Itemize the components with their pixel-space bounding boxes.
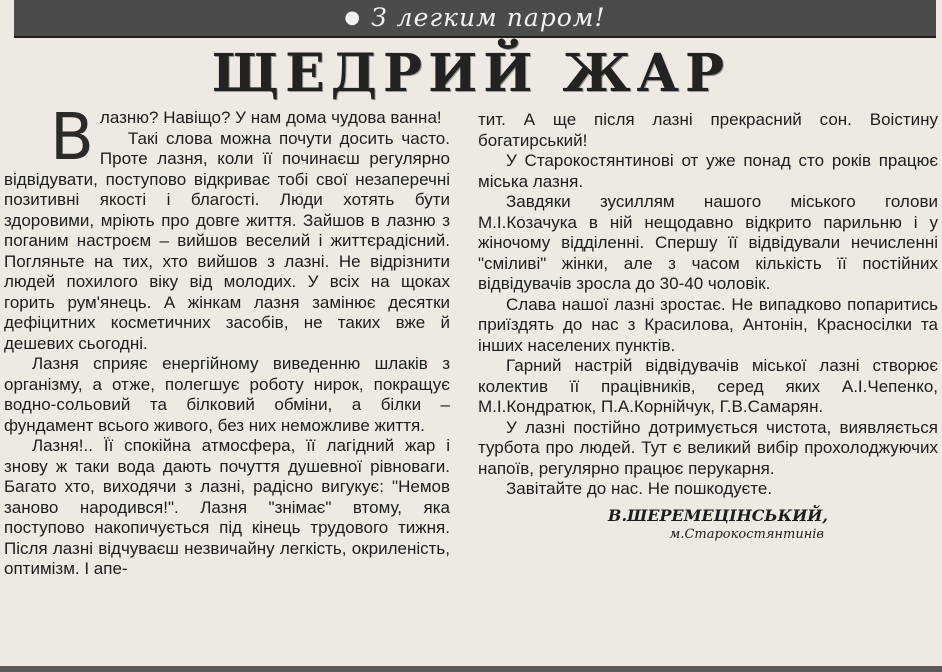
drop-cap: В (50, 101, 94, 175)
bottom-rule (0, 666, 942, 672)
article-paragraph: Слава нашої лазні зростає. Не випадково попаритись приїздять до нас з Красилова, Антонін, Красносілки та інших населених пунктів. (478, 294, 938, 355)
author-name: В.ШЕРЕМЕЦІНСЬКИЙ, (607, 505, 828, 525)
article-paragraph: У Старокостянтинові от уже понад сто років працює міська лазня. (478, 151, 938, 191)
article-paragraph: Лазня!.. Її спокійна атмосфера, її лагідний жар і знову ж таки вода дають почуття душевної рівноваги. Багато хто, виходячи з лазні, радісно вигукує: "Немов заново народився!". Лазня "знімає" втому, яка поступово накопичується під кінець трудового тижня. Після лазні відчуваєш незвичайну легкість, окриленість, оптимізм. І апе- (4, 436, 450, 578)
article-paragraph: Завітайте до нас. Не пошкодуєте. (506, 479, 773, 498)
article-paragraph (4, 101, 450, 175)
article-paragraph: тит. А ще після лазні прекрасний сон. Воістину богатирський! (478, 110, 938, 150)
article-column-left (4, 101, 450, 580)
rubric-bar (14, 0, 936, 38)
author-place: м.Старокостянтинів (669, 526, 824, 542)
article-paragraph: Завдяки зусиллям нашого міського голови М.І.Козачука в ній нещодавно відкрито парильню і у жіночому відділенні. Спершу її відвідували нечисленні "сміливі" жінки, але з часом кількість її постійних відвідувачів зросла до 30-40 чоловік. (478, 192, 938, 293)
article-paragraph-text: лазню? Навіщо? У нам дома чудова ванна! (99, 108, 442, 127)
article-signature (478, 506, 938, 543)
article-paragraph: Такі слова можна почути досить часто. Проте лазня, коли її починаєш регулярно відвідувати, поступово відкриває тобі свої незаперечні позитивні якості і благості. Люди хотять бути здоровими, мріють про довге життя. Зайшов в лазню з поганим настроєм – вийшов веселий і життєрадісний. Погляньте на тих, хто вийшов з лазні. Не відрізнити людей похилого віку від молодих. У всіх на щоках горить рум'янець. А жінкам лазня замінює десятки дефіцитних косметичних засобів, не таких вже й дешевих сьогодні. (4, 128, 450, 353)
article-column-right (478, 110, 938, 543)
article-paragraph: Лазня сприяє енергійному виведенню шлаків з організму, а отже, полегшує роботу нирок, покращує водно-сольовий та білковий обміни, а білки – фундамент всього живого, без них неможливе життя. (4, 354, 450, 435)
article-paragraph: Гарний настрій відвідувачів міської лазні створює колектив її працівників, серед яких А.І.Чепенко, М.І.Кондратюк, П.А.Корнійчук, Г.В.Самарян. (478, 356, 938, 416)
rubric-title (14, 3, 936, 32)
bullet-icon: ● (344, 7, 362, 28)
rubric-label: З легким паром! (371, 3, 606, 32)
article-paragraph: У лазні постійно дотримується чистота, виявляється турбота про людей. Тут є великий вибір прохолоджуючих напоїв, регулярно працює перукарня. (478, 417, 938, 478)
article-headline: ЩЕДРИЙ ЖАР (211, 43, 731, 104)
